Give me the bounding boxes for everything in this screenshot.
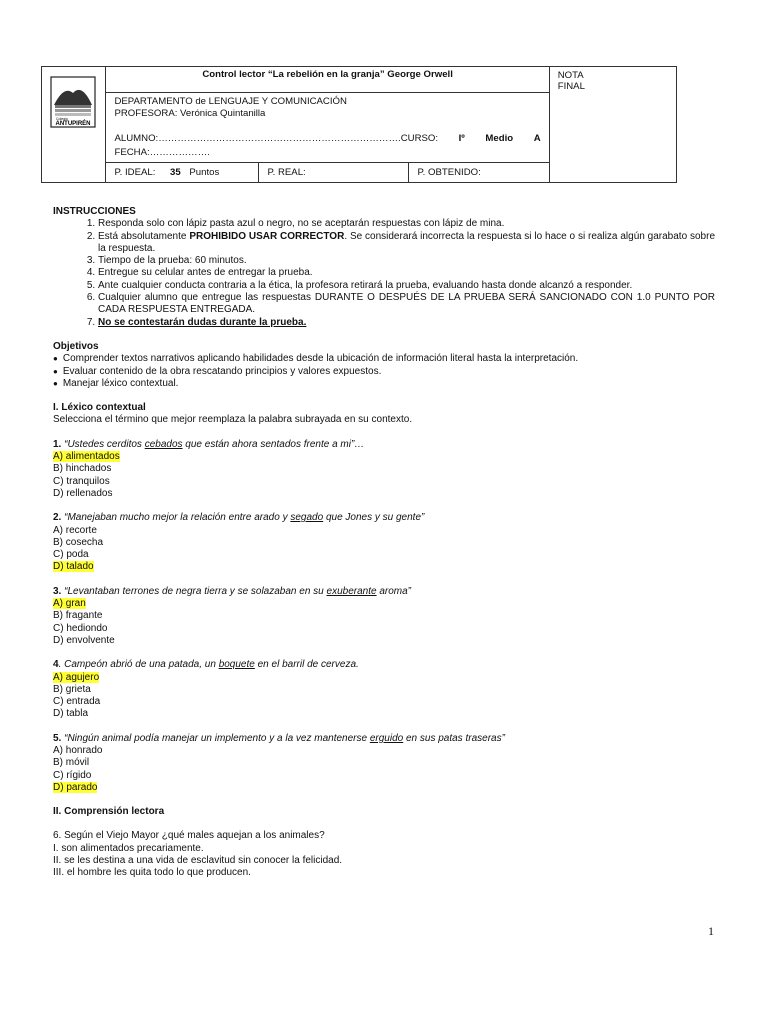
score-obtained-label: P. OBTENIDO: bbox=[417, 167, 481, 178]
answer-option[interactable]: D) talado bbox=[53, 561, 94, 573]
instruction-item: 6. Cualquier alumno que entregue las respuestas DURANTE O DESPUÉS DE LA PRUEBA SERÁ SANCIONADO CON 1.0 PUNTO POR CADA RESPUESTA ENTREGADA. bbox=[98, 292, 715, 317]
info-cell bbox=[106, 93, 549, 163]
teacher: PROFESORA: Verónica Quintanilla bbox=[114, 108, 266, 119]
instruction-item: 1. Responda solo con lápiz pasta azul o negro, no se aceptarán respuestas con lápiz de mina. bbox=[98, 218, 715, 230]
grade-cell bbox=[549, 67, 676, 183]
score-ideal-cell bbox=[106, 163, 259, 183]
answer-option[interactable]: D) rellenados bbox=[53, 487, 113, 499]
course-section: A bbox=[533, 133, 541, 144]
date-field[interactable]: FECHA:………………. bbox=[114, 147, 210, 158]
section-1-heading: I. Léxico contextual bbox=[53, 402, 146, 414]
instruction-item: 7. No se contestarán dudas durante la prueba. bbox=[98, 317, 715, 329]
answer-option[interactable]: C) rígido bbox=[53, 769, 92, 781]
instructions-list bbox=[53, 218, 715, 329]
answer-option[interactable]: B) hinchados bbox=[53, 463, 112, 475]
grade-label-1: NOTA bbox=[557, 70, 584, 81]
section-1-instruction: Selecciona el término que mejor reemplaza la palabra subrayada en su contexto. bbox=[53, 414, 413, 426]
grade-label-2: FINAL bbox=[557, 81, 585, 92]
question-6 bbox=[53, 830, 715, 879]
instruction-item: 3. Tiempo de la prueba: 60 minutos. bbox=[98, 255, 715, 267]
course-label: CURSO: bbox=[400, 133, 439, 144]
question-4: 4. Campeón abrió de una patada, un boquete en el barril de cerveza. A) agujero B) grieta C) entrada D) tabla bbox=[53, 659, 715, 720]
answer-option[interactable]: B) grieta bbox=[53, 683, 91, 695]
score-real-cell bbox=[259, 163, 409, 183]
course-level: Medio bbox=[485, 133, 514, 144]
answer-option[interactable]: C) entrada bbox=[53, 696, 101, 708]
objective-item: ● Evaluar contenido de la obra rescatando principios y valores expuestos. bbox=[53, 366, 715, 378]
objectives-heading: Objetivos bbox=[53, 340, 99, 352]
course-value: Iº bbox=[458, 133, 465, 144]
score-ideal-label: P. IDEAL: bbox=[114, 167, 156, 178]
instruction-item: 2. Está absolutamente PROHIBIDO USAR CORRECTOR. Se considerará incorrecta la respuesta si lo hace o si realiza algún garabato sobre la respuesta. bbox=[98, 231, 715, 256]
statement-item: II. se les destina a una vida de esclavitud sin conocer la felicidad. bbox=[53, 855, 343, 867]
question-2: 2. “Manejaban mucho mejor la relación entre arado y segado que Jones y su gente” A) recorte B) cosecha C) poda D) talado bbox=[53, 512, 715, 573]
student-field[interactable]: ALUMNO:…………………………………………………………………. bbox=[114, 133, 401, 144]
score-ideal-value: 35 bbox=[170, 167, 181, 178]
instruction-item: 5. Ante cualquier conducta contraria a la ética, la profesora retirará la prueba, evaluando hasta donde alcanzó a responder. bbox=[98, 280, 715, 292]
score-obtained-cell bbox=[409, 163, 549, 183]
answer-option[interactable]: C) hediondo bbox=[53, 622, 108, 634]
objectives-list bbox=[53, 353, 715, 390]
section-2-heading: II. Comprensión lectora bbox=[53, 806, 165, 818]
school-logo-cell bbox=[42, 67, 106, 183]
answer-option[interactable]: A) honrado bbox=[53, 744, 103, 756]
statement-item: I. son alimentados precariamente. bbox=[53, 842, 204, 854]
question-5: 5. “Ningún animal podía manejar un implemento y a la vez mantenerse erguido en sus patas traseras” A) honrado B) móvil C) rígido D) parado bbox=[53, 733, 715, 794]
answer-option[interactable]: A) gran bbox=[53, 598, 86, 610]
answer-option[interactable]: C) poda bbox=[53, 549, 89, 561]
score-real-label: P. REAL: bbox=[267, 167, 306, 178]
question-3: 3. “Levantaban terrones de negra tierra y se solazaban en su exuberante aroma” A) gran B) fragante C) hediondo D) envolvente bbox=[53, 586, 715, 647]
statement-item: III. el hombre les quita todo lo que producen. bbox=[53, 867, 251, 879]
answer-option[interactable]: B) fragante bbox=[53, 610, 103, 622]
test-body bbox=[53, 206, 715, 880]
question-text: 6. Según el Viejo Mayor ¿qué males aquejan a los animales? bbox=[53, 830, 325, 842]
answer-option[interactable]: D) tabla bbox=[53, 708, 89, 720]
answer-option[interactable]: A) alimentados bbox=[53, 451, 120, 463]
instruction-item: 4. Entregue su celular antes de entregar la prueba. bbox=[98, 267, 715, 279]
score-ideal-unit: Puntos bbox=[189, 167, 220, 178]
header-table bbox=[41, 66, 677, 183]
school-logo bbox=[42, 67, 104, 179]
instructions-heading: INSTRUCCIONES bbox=[53, 206, 136, 217]
objective-item: ● Comprender textos narrativos aplicando habilidades desde la ubicación de información literal hasta la interpretación. bbox=[53, 353, 715, 365]
logo-small-text: Colegio bbox=[56, 117, 68, 121]
answer-option[interactable]: A) agujero bbox=[53, 671, 100, 683]
question-1: 1. “Ustedes cerditos cebados que están ahora sentados frente a mi”… A) alimentados B) hinchados C) tranquilos D) rellenados bbox=[53, 439, 715, 500]
objective-item: ● Manejar léxico contextual. bbox=[53, 378, 715, 390]
answer-option[interactable]: B) cosecha bbox=[53, 536, 104, 548]
answer-option[interactable]: B) móvil bbox=[53, 757, 90, 769]
answer-option[interactable]: C) tranquilos bbox=[53, 475, 110, 487]
test-title: Control lector “La rebelión en la granja” George Orwell bbox=[106, 67, 549, 93]
page-number: 1 bbox=[708, 924, 714, 938]
answer-option[interactable]: D) parado bbox=[53, 781, 98, 793]
answer-option[interactable]: A) recorte bbox=[53, 524, 97, 536]
logo-text: ANTUPIRÉN bbox=[55, 121, 91, 127]
department: DEPARTAMENTO de LENGUAJE Y COMUNICACIÓN bbox=[114, 96, 347, 107]
answer-option[interactable]: D) envolvente bbox=[53, 634, 115, 646]
